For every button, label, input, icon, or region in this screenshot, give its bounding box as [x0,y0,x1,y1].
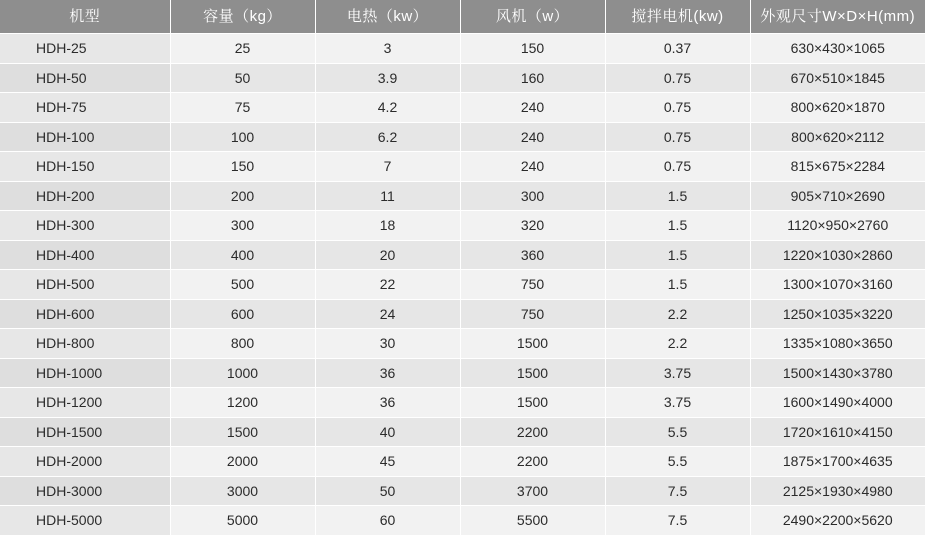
table-row [0,270,925,300]
cell-value: 0.75 [605,122,750,152]
cell-value: 3.9 [315,63,460,93]
cell-model: HDH-150 [0,152,170,182]
cell-value: 200 [170,181,315,211]
cell-value: 2.2 [605,299,750,329]
table-row [0,63,925,93]
cell-value: 5.5 [605,417,750,447]
cell-model: HDH-200 [0,181,170,211]
table-row [0,417,925,447]
cell-value: 1.5 [605,181,750,211]
cell-value: 1.5 [605,270,750,300]
table-row [0,447,925,477]
cell-value: 22 [315,270,460,300]
cell-value: 25 [170,34,315,64]
cell-value: 905×710×2690 [750,181,925,211]
cell-value: 0.37 [605,34,750,64]
table-row [0,93,925,123]
table-row [0,152,925,182]
cell-value: 3000 [170,476,315,506]
cell-value: 0.75 [605,63,750,93]
cell-value: 1875×1700×4635 [750,447,925,477]
table-row [0,122,925,152]
table-header-row [0,0,925,34]
cell-value: 1.5 [605,240,750,270]
cell-value: 1500 [460,358,605,388]
cell-value: 7 [315,152,460,182]
cell-value: 30 [315,329,460,359]
cell-value: 800×620×1870 [750,93,925,123]
cell-value: 7.5 [605,476,750,506]
cell-model: HDH-75 [0,93,170,123]
cell-value: 50 [170,63,315,93]
table-row [0,181,925,211]
cell-value: 45 [315,447,460,477]
table-body [0,34,925,536]
cell-value: 3.75 [605,358,750,388]
cell-value: 0.75 [605,152,750,182]
column-header-capacity: 容量（kg） [170,0,315,34]
cell-model: HDH-50 [0,63,170,93]
cell-value: 1335×1080×3650 [750,329,925,359]
cell-value: 670×510×1845 [750,63,925,93]
cell-value: 36 [315,388,460,418]
cell-value: 1720×1610×4150 [750,417,925,447]
cell-model: HDH-25 [0,34,170,64]
cell-value: 320 [460,211,605,241]
cell-model: HDH-400 [0,240,170,270]
cell-value: 1600×1490×4000 [750,388,925,418]
cell-model: HDH-1000 [0,358,170,388]
cell-model: HDH-800 [0,329,170,359]
cell-value: 75 [170,93,315,123]
cell-value: 1.5 [605,211,750,241]
cell-value: 815×675×2284 [750,152,925,182]
cell-value: 4.2 [315,93,460,123]
table-row [0,388,925,418]
cell-value: 7.5 [605,506,750,536]
cell-value: 2490×2200×5620 [750,506,925,536]
table-row [0,211,925,241]
cell-value: 20 [315,240,460,270]
cell-value: 750 [460,299,605,329]
cell-value: 300 [170,211,315,241]
cell-value: 1500×1430×3780 [750,358,925,388]
cell-value: 24 [315,299,460,329]
cell-value: 240 [460,152,605,182]
cell-value: 5500 [460,506,605,536]
cell-value: 750 [460,270,605,300]
cell-value: 1250×1035×3220 [750,299,925,329]
cell-value: 3700 [460,476,605,506]
cell-value: 240 [460,122,605,152]
column-header-electric-heat: 电热（kw） [315,0,460,34]
cell-value: 5000 [170,506,315,536]
cell-value: 600 [170,299,315,329]
cell-value: 6.2 [315,122,460,152]
cell-value: 100 [170,122,315,152]
cell-value: 1000 [170,358,315,388]
cell-value: 1220×1030×2860 [750,240,925,270]
table-row [0,34,925,64]
cell-value: 2200 [460,417,605,447]
cell-value: 360 [460,240,605,270]
column-header-model: 机型 [0,0,170,34]
cell-value: 1200 [170,388,315,418]
cell-value: 800×620×2112 [750,122,925,152]
cell-model: HDH-1500 [0,417,170,447]
cell-value: 2000 [170,447,315,477]
cell-model: HDH-100 [0,122,170,152]
cell-model: HDH-300 [0,211,170,241]
cell-value: 50 [315,476,460,506]
table-row [0,506,925,536]
cell-value: 60 [315,506,460,536]
cell-value: 1500 [460,329,605,359]
column-header-fan: 风机（w） [460,0,605,34]
cell-value: 2200 [460,447,605,477]
cell-value: 400 [170,240,315,270]
table-row [0,329,925,359]
table-row [0,299,925,329]
cell-value: 500 [170,270,315,300]
cell-value: 5.5 [605,447,750,477]
cell-value: 3 [315,34,460,64]
column-header-stirring-motor: 搅拌电机(kw) [605,0,750,34]
table-row [0,240,925,270]
cell-model: HDH-3000 [0,476,170,506]
cell-model: HDH-2000 [0,447,170,477]
cell-value: 1120×950×2760 [750,211,925,241]
table-row [0,358,925,388]
cell-value: 0.75 [605,93,750,123]
cell-model: HDH-600 [0,299,170,329]
cell-value: 2.2 [605,329,750,359]
cell-value: 18 [315,211,460,241]
cell-model: HDH-1200 [0,388,170,418]
cell-value: 1500 [460,388,605,418]
cell-value: 630×430×1065 [750,34,925,64]
cell-value: 1300×1070×3160 [750,270,925,300]
cell-value: 160 [460,63,605,93]
column-header-dimensions: 外观尺寸W×D×H(mm) [750,0,925,34]
table-header [0,0,925,34]
cell-value: 150 [170,152,315,182]
cell-value: 2125×1930×4980 [750,476,925,506]
cell-model: HDH-5000 [0,506,170,536]
cell-value: 240 [460,93,605,123]
cell-value: 3.75 [605,388,750,418]
cell-value: 300 [460,181,605,211]
cell-model: HDH-500 [0,270,170,300]
cell-value: 150 [460,34,605,64]
cell-value: 36 [315,358,460,388]
cell-value: 40 [315,417,460,447]
cell-value: 800 [170,329,315,359]
cell-value: 1500 [170,417,315,447]
cell-value: 11 [315,181,460,211]
table-row [0,476,925,506]
